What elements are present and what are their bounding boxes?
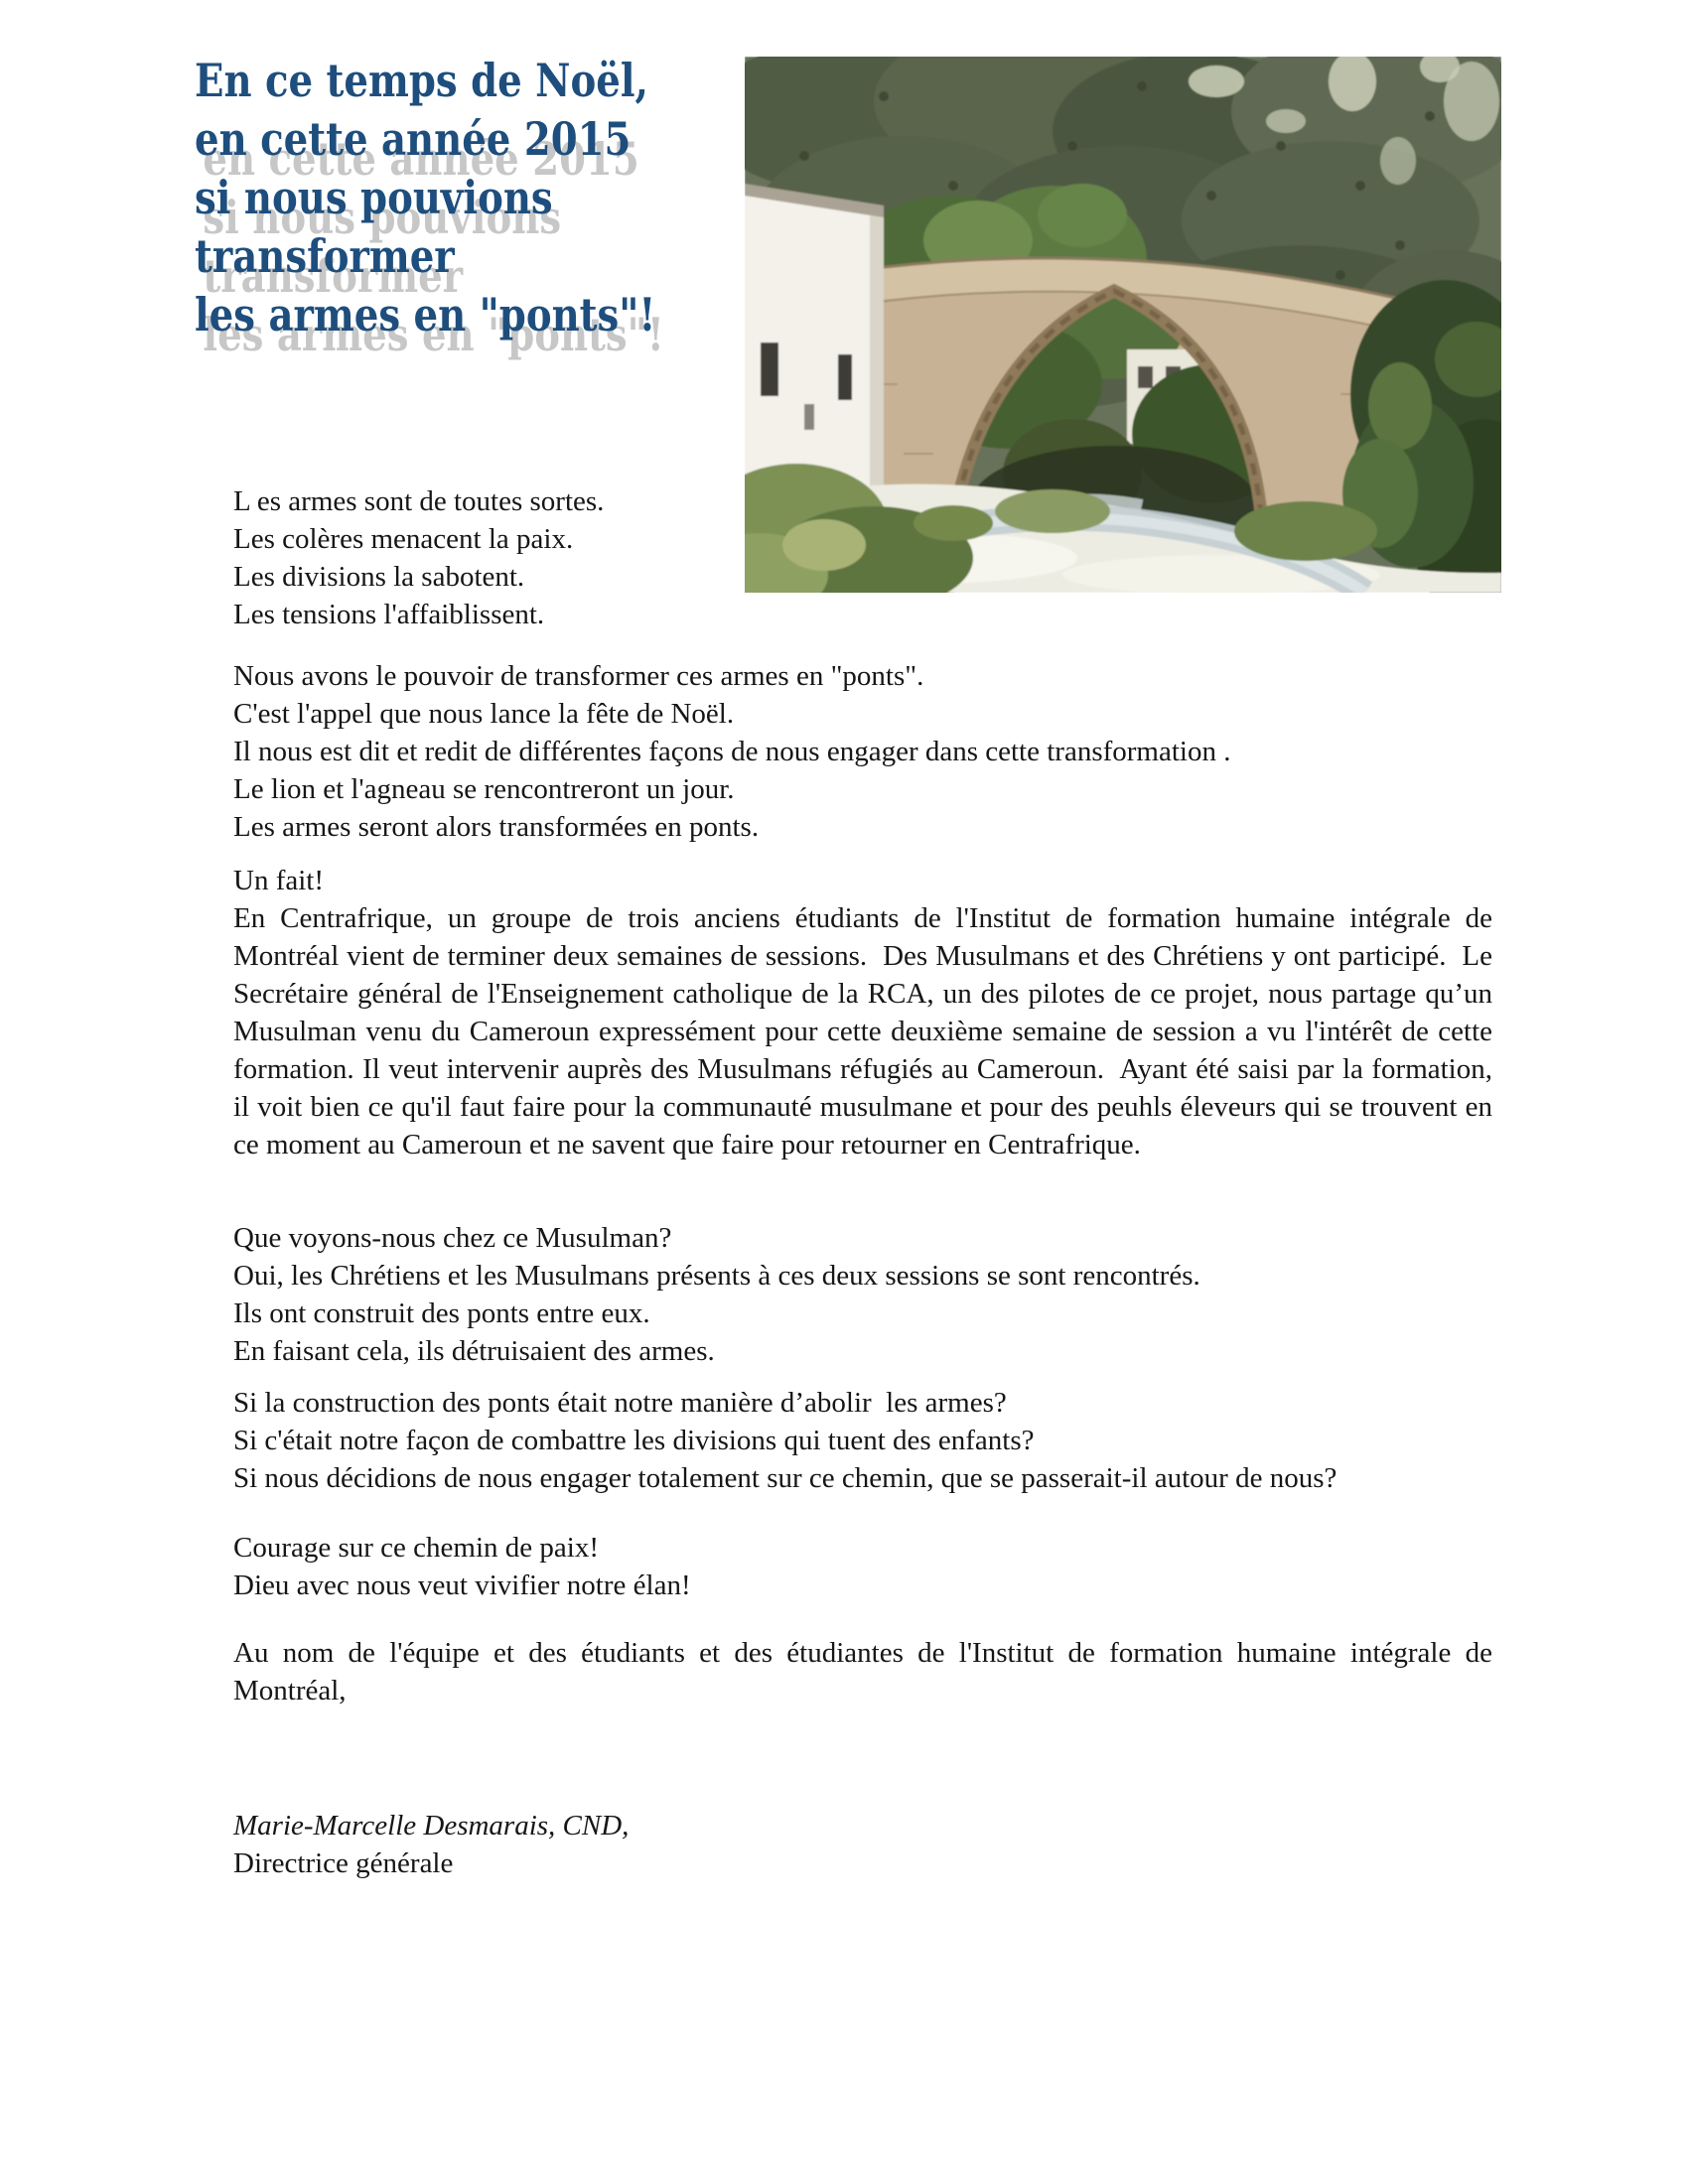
signature-role: Directrice générale [233, 1847, 454, 1879]
fact-paragraph: En Centrafrique, un groupe de trois anciens étudiants de l'Institut de formation humaine intégrale de Montréal vient de terminer deux semaines de sessions. Des Musulmans et des Chrétiens y ont participé. Le Secrétaire général de l'Enseignement catholique de la RCA, un des pilotes de ce projet, nous partage qu’un Musulman venu du Cameroun expressément pour cette deuxième semaine de session a vu l'intérêt de cette formation. Il veut intervenir auprès des Musulmans réfugiés au Cameroun. Ayant été saisi par la formation, il voit bien ce qu'il faut faire pour la communauté musulmane et pour des peuhls éleveurs qui se trouvent en ce moment au Cameroun et ne savent que faire pour retourner en Centrafrique. [233, 902, 1500, 1160]
stanza-line: Si nous décidions de nous engager totalement sur ce chemin, que se passerait-il autour de nous? [233, 1462, 1337, 1494]
title-line-1: En ce temps de Noël, [195, 54, 648, 107]
stanza-line: Si la construction des ponts était notre manière d’abolir les armes? [233, 1387, 1007, 1419]
stanza-armes [233, 482, 604, 633]
stanza-line: L es armes sont de toutes sortes. [233, 485, 605, 517]
stanza-line: Les armes seront alors transformées en ponts. [233, 811, 760, 843]
stanza-line: Les divisions la sabotent. [233, 561, 525, 593]
stanza-line: Le lion et l'agneau se rencontreront un jour. [233, 773, 735, 805]
title-line-3: si nous pouvions [195, 171, 553, 224]
stanza-line: Nous avons le pouvoir de transformer ces armes en "ponts". [233, 660, 924, 692]
stanza-line: Courage sur ce chemin de paix! [233, 1532, 599, 1564]
bridge-photo [745, 57, 1501, 593]
stanza-line: Les tensions l'affaiblissent. [233, 599, 545, 630]
title-line-4: transformer [195, 229, 455, 283]
stanza-line: Que voyons-nous chez ce Musulman? [233, 1222, 672, 1254]
bridge-photo-illustration [745, 57, 1501, 593]
title-line-5: les armes en "ponts"! [195, 288, 656, 341]
stanza-line: Les colères menacent la paix. [233, 523, 574, 555]
stanza-line: Oui, les Chrétiens et les Musulmans présents à ces deux sessions se sont rencontrés. [233, 1260, 1200, 1292]
stanza-line: Ils ont construit des ponts entre eux. [233, 1297, 650, 1329]
stanza-courage [233, 1529, 691, 1604]
stanza-si-la-construction [233, 1384, 1336, 1497]
fact-heading: Un fait! [233, 865, 324, 896]
stanza-line: Si c'était notre façon de combattre les divisions qui tuent des enfants? [233, 1425, 1035, 1456]
stanza-line: Il nous est dit et redit de différentes façons de nous engager dans cette transformation . [233, 736, 1231, 767]
stanza-line: C'est l'appel que nous lance la fête de Noël. [233, 698, 735, 730]
stanza-line: Dieu avec nous veut vivifier notre élan! [233, 1570, 691, 1601]
signature-name: Marie-Marcelle Desmarais, CND, [233, 1810, 630, 1842]
closing-paragraph: Au nom de l'équipe et des étudiants et des étudiantes de l'Institut de formation humaine intégrale de Montréal, [233, 1637, 1500, 1706]
page-title [195, 52, 744, 344]
stanza-pouvoir [233, 657, 1230, 846]
signature-block [233, 1807, 629, 1882]
title-line-2: en cette année 2015 [195, 112, 632, 166]
stanza-line: En faisant cela, ils détruisaient des armes. [233, 1335, 715, 1367]
stanza-que-voyons [233, 1219, 1200, 1370]
